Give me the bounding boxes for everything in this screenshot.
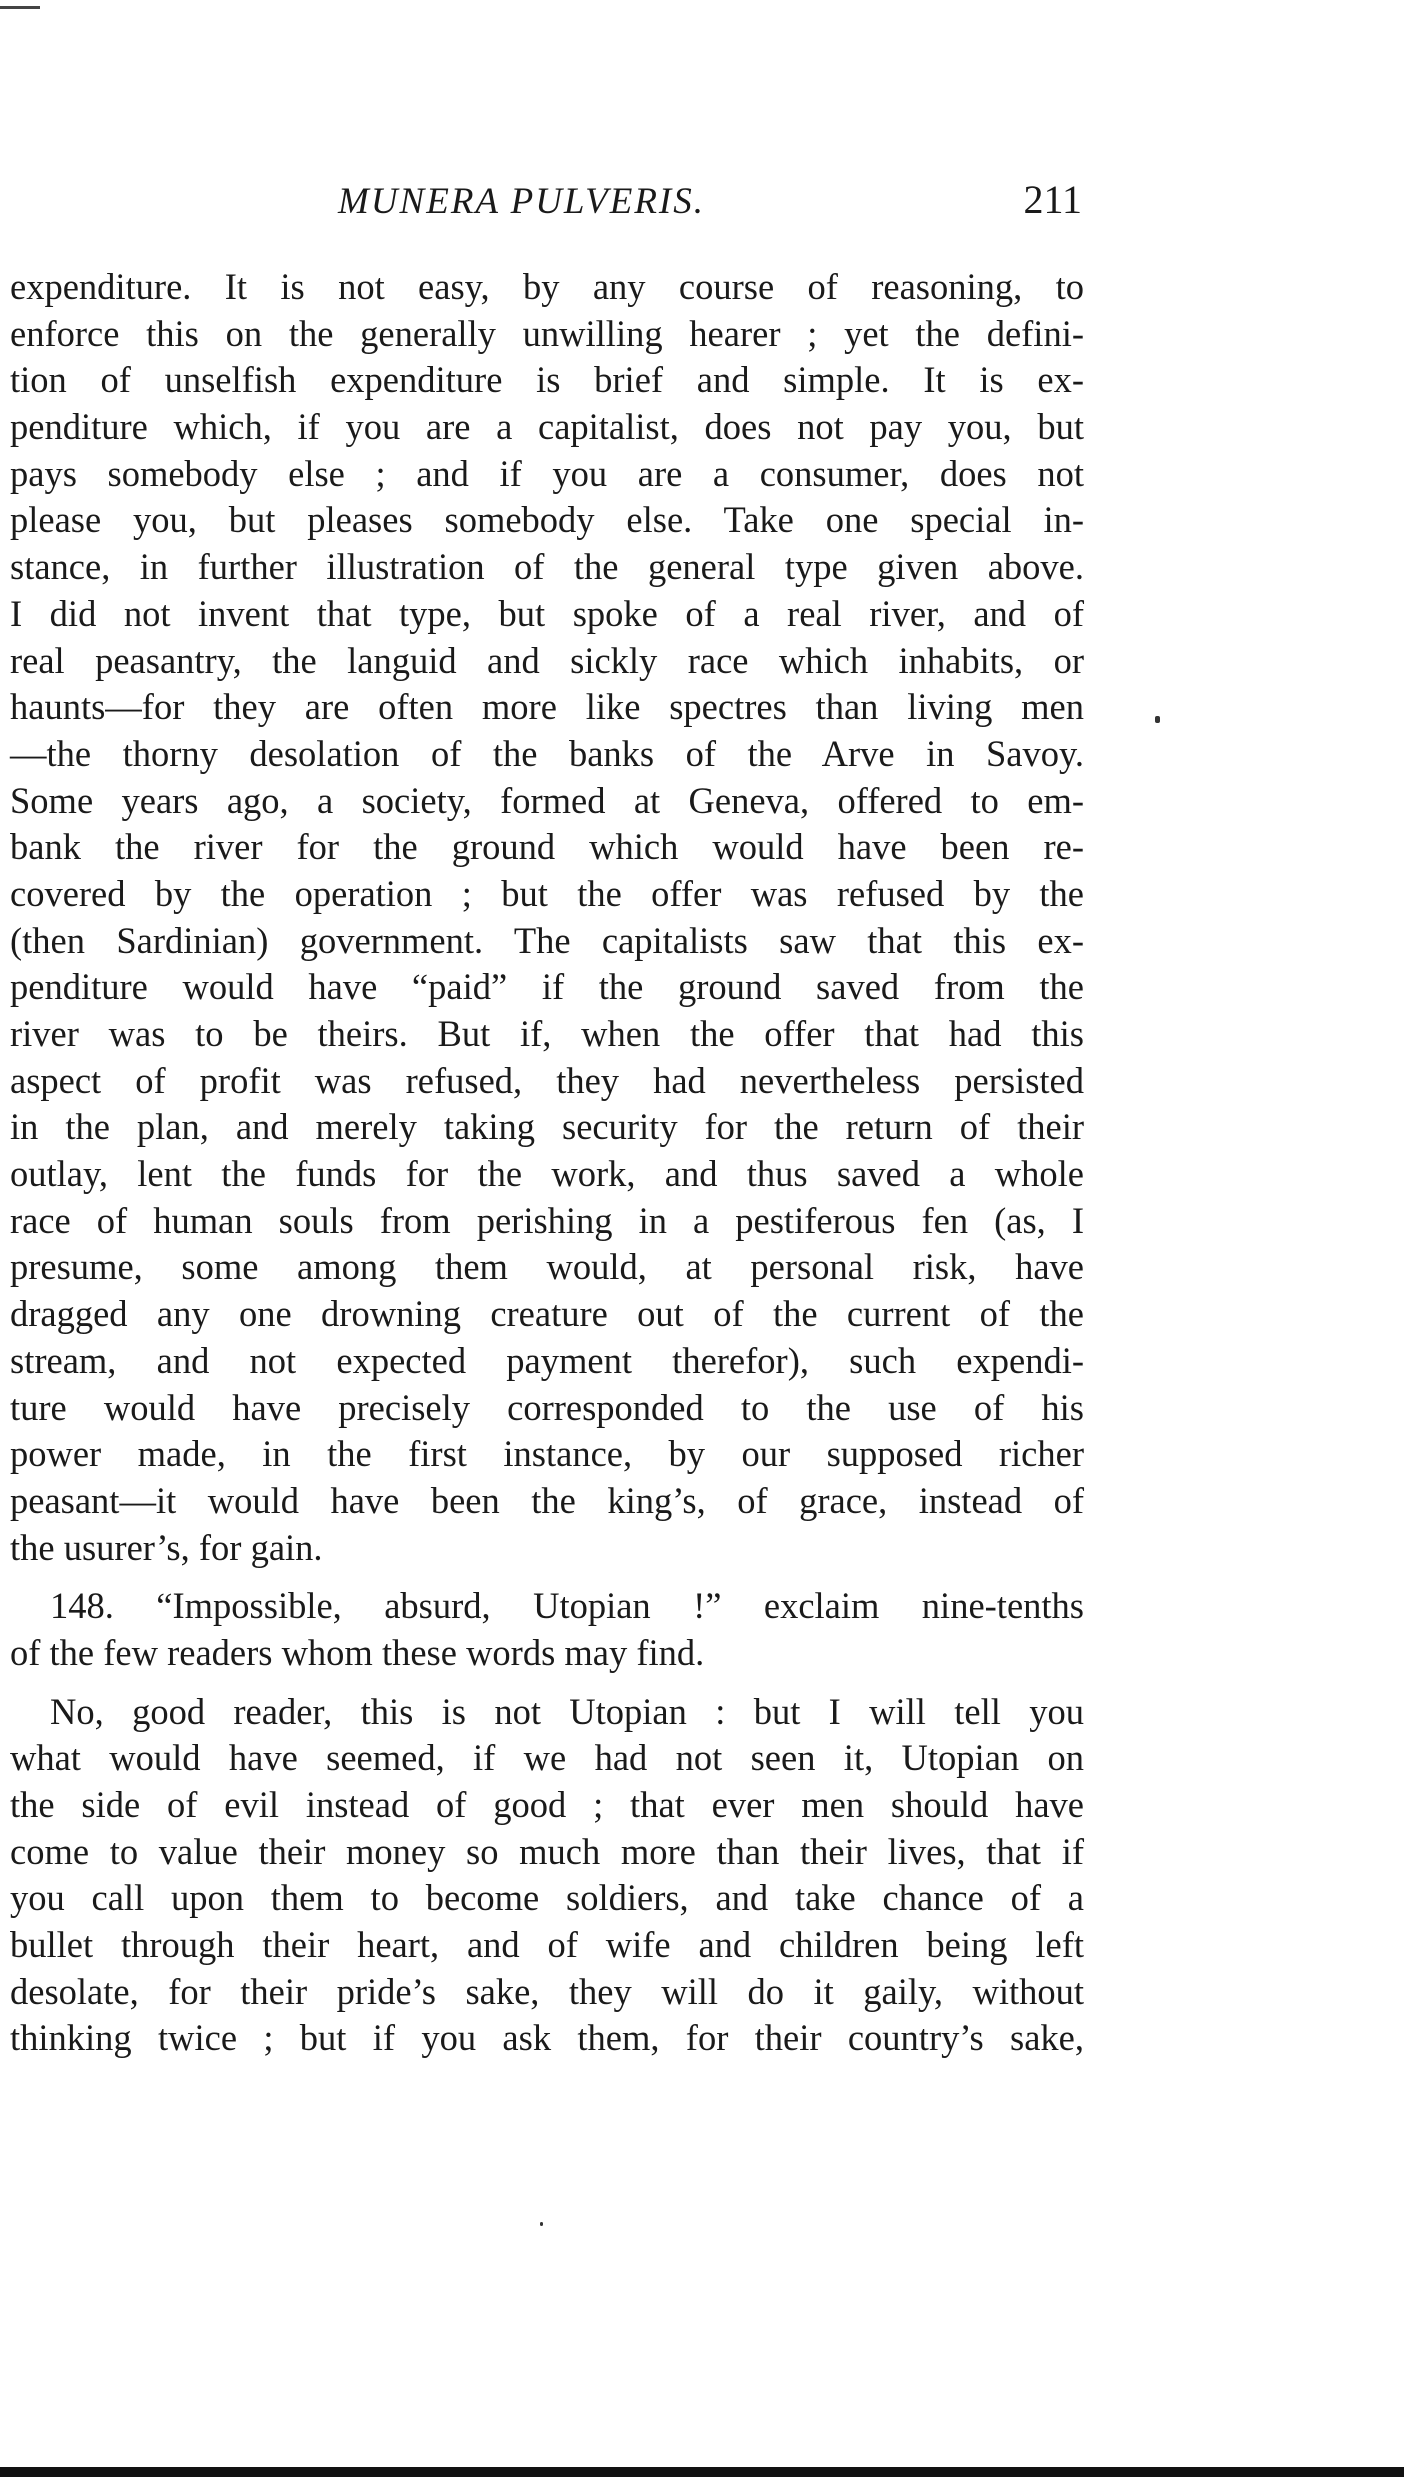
text-line: dragged any one drowning creature out of the current of the [10, 1293, 1084, 1335]
text-line: the usurer’s, for gain. [10, 1526, 323, 1568]
text-line: power made, in the first instance, by our supposed richer [10, 1433, 1084, 1475]
ink-speck [1155, 716, 1160, 723]
text-line: pays somebody else ; and if you are a consumer, does not [10, 452, 1084, 494]
text-line: the side of evil instead of good ; that ever men should have [10, 1784, 1084, 1825]
text-line: stream, and not expected payment therefor), such expendi- [10, 1339, 1084, 1381]
scan-bottom-edge [0, 2467, 1404, 2477]
text-line: penditure which, if you are a capitalist, does not pay you, but [10, 406, 1084, 448]
text-line: 148. “Impossible, absurd, Utopian !” exclaim nine-tenths [50, 1585, 1084, 1627]
text-line: tion of unselfish expenditure is brief and simple. It is ex- [10, 359, 1084, 401]
text-line: bank the river for the ground which would have been re- [10, 826, 1084, 868]
text-line: aspect of profit was refused, they had nevertheless persisted [10, 1059, 1084, 1101]
text-line: bullet through their heart, and of wife and children being left [10, 1924, 1084, 1966]
text-line: (then Sardinian) government. The capitalists saw that this ex- [10, 919, 1084, 961]
text-line: you call upon them to become soldiers, and take chance of a [10, 1877, 1084, 1919]
running-head: MUNERA PULVERIS. [338, 181, 706, 222]
text-line: of the few readers whom these words may find. [10, 1631, 705, 1673]
text-line: enforce this on the generally unwilling hearer ; yet the defini- [10, 312, 1084, 354]
text-line: outlay, lent the funds for the work, and thus saved a whole [10, 1153, 1084, 1195]
text-line: desolate, for their pride’s sake, they will do it gaily, without [10, 1970, 1084, 2012]
text-line: stance, in further illustration of the general type given above. [10, 546, 1084, 588]
scan-edge-mark [0, 6, 40, 9]
text-line: please you, but pleases somebody else. Take one special in- [10, 499, 1084, 541]
text-line: what would have seemed, if we had not seen it, Utopian on [10, 1737, 1084, 1779]
text-line: No, good reader, this is not Utopian : but I will tell you [50, 1690, 1084, 1732]
text-line: covered by the operation ; but the offer was refused by the [10, 872, 1084, 914]
text-line: penditure would have “paid” if the ground saved from the [10, 966, 1084, 1008]
text-line: thinking twice ; but if you ask them, for their country’s sake, [10, 2017, 1084, 2059]
text-line: expenditure. It is not easy, by any course of reasoning, to [10, 266, 1084, 307]
text-line: peasant—it would have been the king’s, of grace, instead of [10, 1479, 1084, 1521]
text-line: —the thorny desolation of the banks of the Arve in Savoy. [10, 732, 1084, 774]
text-line: come to value their money so much more than their lives, that if [10, 1830, 1084, 1872]
text-line: river was to be theirs. But if, when the offer that had this [10, 1013, 1084, 1054]
body-text [10, 264, 1084, 2062]
text-line: in the plan, and merely taking security for the return of their [10, 1106, 1084, 1148]
text-line: race of human souls from perishing in a pestiferous fen (as, I [10, 1199, 1084, 1241]
ink-speck [540, 2222, 543, 2226]
text-line: haunts—for they are often more like spectres than living men [10, 686, 1084, 728]
text-line: ture would have precisely corresponded to the use of his [10, 1386, 1084, 1428]
text-line: I did not invent that type, but spoke of a real river, and of [10, 592, 1084, 634]
text-line: Some years ago, a society, formed at Geneva, offered to em- [10, 779, 1084, 821]
text-line: real peasantry, the languid and sickly race which inhabits, or [10, 639, 1084, 681]
text-line: presume, some among them would, at personal risk, have [10, 1246, 1084, 1288]
page-number: 211 [1023, 177, 1082, 222]
page-header [338, 177, 1082, 230]
